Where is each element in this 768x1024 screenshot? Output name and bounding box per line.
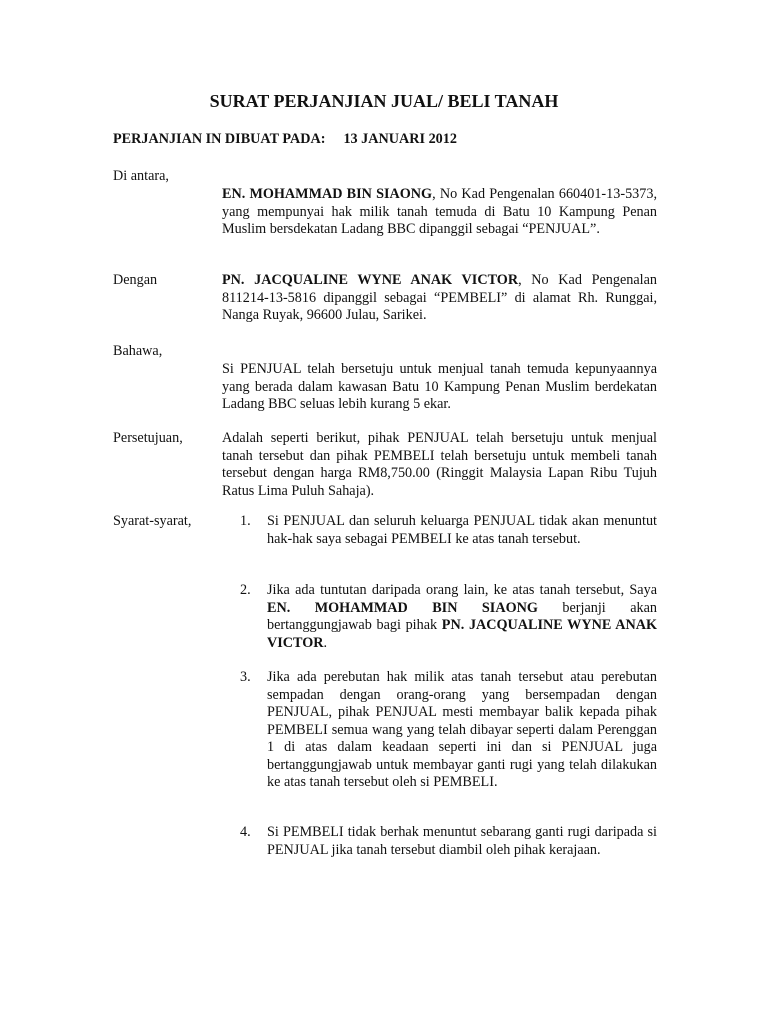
label-di-antara: Di antara, xyxy=(113,168,169,184)
term-text xyxy=(267,582,657,652)
label-syarat: Syarat-syarat, xyxy=(113,513,192,529)
buyer-name-ref: PN. JACQUALINE WYNE ANAK VICTOR xyxy=(267,617,657,651)
bahawa-paragraph: Si PENJUAL telah bersetuju untuk menjual tanah temuda kepunyaannya yang berada dalam kawasan Batu 10 Kampung Penan Muslim berdekatan Ladang BBC seluas lebih kurang 5 ekar. xyxy=(222,361,657,412)
agreement-date: 13 JANUARI 2012 xyxy=(343,131,457,147)
term-text: Si PENJUAL dan seluruh keluarga PENJUAL tidak akan menuntut hak-hak saya sebagai PEMBELI ke atas tanah tersebut. xyxy=(267,513,657,547)
label-persetujuan: Persetujuan, xyxy=(113,430,183,446)
document-title: SURAT PERJANJIAN JUAL/ BELI TANAH xyxy=(209,91,559,111)
term-text: Si PEMBELI tidak berhak menuntut sebarang ganti rugi daripada si PENJUAL jika tanah tersebut diambil oleh pihak kerajaan. xyxy=(267,824,657,858)
buyer-name: PN. JACQUALINE WYNE ANAK VICTOR xyxy=(222,272,519,288)
seller-name: EN. MOHAMMAD BIN SIAONG xyxy=(222,186,433,202)
term-number: 3. xyxy=(240,669,251,685)
agreement-dateline xyxy=(113,131,457,149)
seller-details: , No Kad Pengenalan 660401-13-5373, yang mempunyai hak milik tanah temuda di Batu 10 Kampung Penan Muslim bersdekatan Ladang BBC dipanggil sebagai “PENJUAL”. xyxy=(222,186,657,237)
term-text-part: . xyxy=(323,634,328,651)
term-text-part: Jika ada tuntutan daripada orang lain, ke atas tanah tersebut, Saya xyxy=(267,582,657,598)
term-number: 4. xyxy=(240,824,251,840)
term-text: Jika ada perebutan hak milik atas tanah tersebut atau perebutan sempadan dengan orang-orang yang bersempadan dengan PENJUAL, pihak PENJUAL mesti membayar balik kepada pihak PEMBELI semua wang yang telah dibayar seperti dalam Perenggan 1 di atas dalam keadaan seperti ini dan si PENJUAL juga bertanggungjawab untuk membayar ganti rugi yang telah dilakukan ke atas tanah tersebut oleh si PEMBELI. xyxy=(267,669,657,790)
term-number: 1. xyxy=(240,513,251,529)
label-dengan: Dengan xyxy=(113,272,158,288)
persetujuan-paragraph: Adalah seperti berikut, pihak PENJUAL telah bersetuju untuk menjual tanah tersebut dan pihak PEMBELI telah bersetuju untuk membeli tanah tersebut dengan harga RM8,750.00 (Ringgit Malaysia Lapan Ribu Tujuh Ratus Lima Puluh Sahaja). xyxy=(222,430,657,499)
buyer-details: , No Kad Pengenalan 811214-13-5816 dipanggil sebagai “PEMBELI” di alamat Rh. Runggai, Nanga Ruyak, 96600 Julau, Sarikei. xyxy=(222,272,657,323)
buyer-paragraph xyxy=(222,272,657,325)
dateline-label: PERJANJIAN IN DIBUAT PADA: xyxy=(113,131,326,147)
seller-paragraph xyxy=(222,186,657,239)
term-text-part: berjanji akan bertanggungjawab bagi pihak xyxy=(267,599,657,633)
label-bahawa: Bahawa, xyxy=(113,343,163,359)
term-number: 2. xyxy=(240,582,251,598)
seller-name-ref: EN. MOHAMMAD BIN SIAONG xyxy=(267,599,538,616)
